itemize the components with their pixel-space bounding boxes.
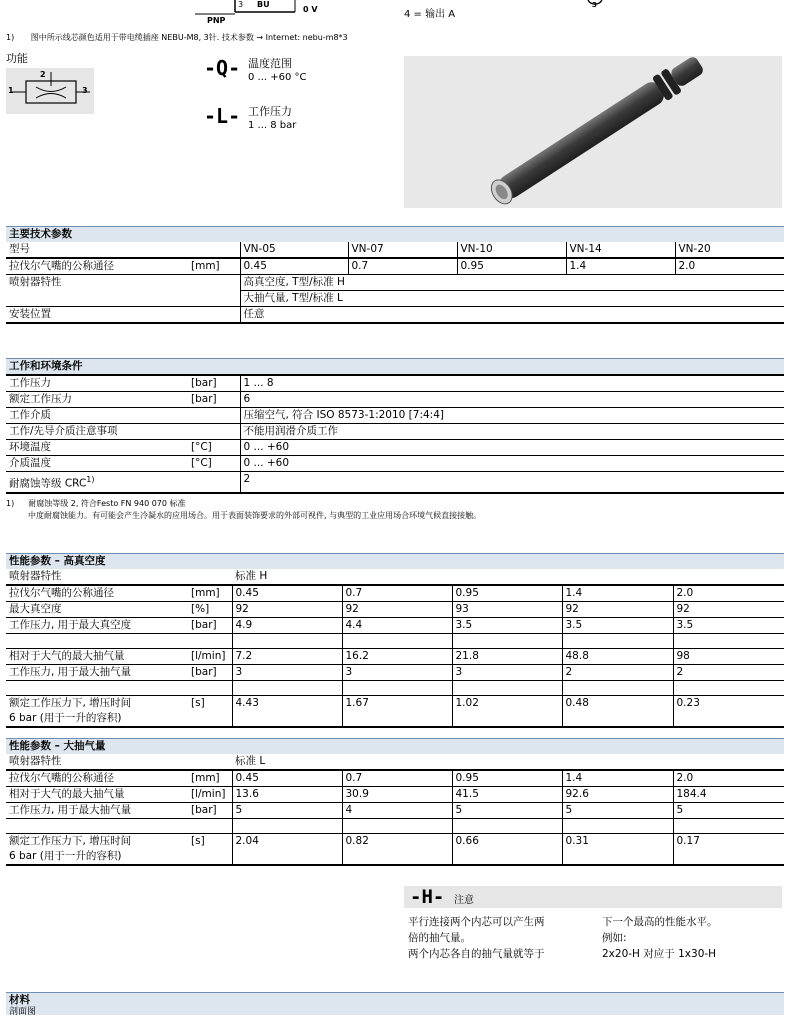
row-unit: [l/min] [188, 787, 232, 803]
row-unit: [bar] [188, 665, 232, 681]
note-line: 下一个最高的性能水平。 [602, 916, 718, 928]
cell: 0.45 [232, 585, 342, 602]
cell: 3 [452, 665, 562, 681]
cell: 3 [232, 665, 342, 681]
table-row [6, 392, 784, 408]
type-header: 型号 [6, 242, 240, 258]
cell: 1.4 [562, 585, 673, 602]
cell: 0.95 [452, 770, 562, 787]
table-row [6, 456, 784, 472]
row-label-2: 6 bar (用于一升的容积) [9, 712, 122, 724]
row-label: 喷射器特性 [6, 754, 232, 770]
table-row [6, 602, 784, 618]
cell: 93 [452, 602, 562, 618]
footnote-number: 1) [6, 33, 15, 42]
material-subtitle: 剖面图 [9, 1007, 37, 1017]
env-conditions-table [6, 358, 784, 494]
cell: 0 ... +60 [240, 440, 784, 456]
table-row [6, 585, 784, 602]
note-left-text [408, 914, 545, 962]
row-label: 拉伐尔气嘴的公称通径 [6, 770, 188, 787]
note-box [404, 886, 782, 966]
row-label: 喷射器特性 [6, 569, 232, 585]
cell: 92 [342, 602, 452, 618]
cell: 30.9 [342, 787, 452, 803]
row-label: 介质温度 [6, 456, 188, 472]
operating-pressure [204, 104, 296, 133]
cell: 0.95 [457, 258, 566, 275]
row-label: 相对于大气的最大抽气量 [6, 649, 188, 665]
row-label: 环境温度 [6, 440, 188, 456]
row-unit: [mm] [188, 770, 232, 787]
function-title: 功能 [6, 52, 28, 65]
cell: 21.8 [452, 649, 562, 665]
col-vn05: VN-05 [240, 242, 348, 258]
row-unit [188, 472, 240, 493]
row-unit [188, 424, 240, 440]
row-unit: [bar] [188, 803, 232, 819]
cell: 92 [673, 602, 784, 618]
cell: 压缩空气, 符合 ISO 8573-1:2010 [7:4:4] [240, 408, 784, 424]
row-unit: [bar] [188, 375, 240, 392]
temperature-range [204, 56, 307, 85]
note-line: 2x20-H 对应于 1x30-H [602, 948, 717, 960]
cell: 3.5 [562, 618, 673, 634]
cell: 0 ... +60 [240, 456, 784, 472]
table-row [6, 696, 784, 728]
table-row [6, 275, 784, 291]
footnote-text: 图中所示线芯颜色适用于带电缆插座 NEBU-M8, 3针. 技术参数 → Internet: nebu-m8*3 [30, 33, 348, 42]
cell: 4.43 [232, 696, 342, 728]
env-title: 工作和环境条件 [6, 359, 784, 376]
row-label: 最大真空度 [6, 602, 188, 618]
cell: 92 [232, 602, 342, 618]
row-label: 耐腐蚀等级 CRC [9, 477, 87, 490]
cell: 4.9 [232, 618, 342, 634]
row-label: 工作压力, 用于最大抽气量 [6, 665, 188, 681]
col-vn14: VN-14 [566, 242, 675, 258]
cell: 6 [240, 392, 784, 408]
cell: 0.7 [342, 585, 452, 602]
row-label: 相对于大气的最大抽气量 [6, 787, 188, 803]
port-2-label: 2 [40, 70, 46, 79]
row-label: 工作压力, 用于最大抽气量 [6, 803, 188, 819]
cell: 3.5 [452, 618, 562, 634]
footnote-ref: 1) [86, 475, 95, 484]
cell: 高真空度, T型/标准 H [240, 275, 784, 291]
vacuum-generator-image [404, 56, 782, 208]
temperature-label: 温度范围 [248, 57, 292, 70]
cell: 41.5 [452, 787, 562, 803]
cell: 1.4 [566, 258, 675, 275]
cell: 98 [673, 649, 784, 665]
table-row [6, 258, 784, 275]
table-row [6, 618, 784, 634]
zero-volt-label: 0 V [303, 5, 318, 14]
cell: 2.04 [232, 834, 342, 866]
note-line: 平行连接两个内芯可以产生两 [408, 916, 545, 928]
output-a-text: 4 = 输出 A [404, 9, 456, 20]
col-vn20: VN-20 [675, 242, 784, 258]
cell: 0.66 [452, 834, 562, 866]
row-label-2: 6 bar (用于一升的容积) [9, 850, 122, 862]
port-3-label: 3 [82, 86, 88, 95]
port-1-label: 1 [8, 86, 14, 95]
product-photo [404, 56, 782, 208]
footnote-top [6, 32, 348, 43]
cell: 184.4 [673, 787, 784, 803]
row-unit: [°C] [188, 440, 240, 456]
cell: 标准 H [232, 569, 784, 585]
cell: 0.48 [562, 696, 673, 728]
cell: 2 [562, 665, 673, 681]
cell: 16.2 [342, 649, 452, 665]
cell: 3.5 [673, 618, 784, 634]
cell: 5 [232, 803, 342, 819]
pressure-label: 工作压力 [248, 105, 292, 118]
pressure-icon: -L- [204, 104, 241, 128]
performance-high-vacuum-table [6, 553, 784, 728]
cell: 4 [342, 803, 452, 819]
cell: 0.23 [673, 696, 784, 728]
material-section [6, 992, 784, 1015]
function-symbol [6, 68, 94, 114]
row-label: 喷射器特性 [6, 275, 240, 307]
note-line: 倍的抽气量。 [408, 932, 471, 944]
cell: 0.7 [348, 258, 457, 275]
col-vn10: VN-10 [457, 242, 566, 258]
cell: 大抽气量, T型/标准 L [240, 291, 784, 307]
cell: 1.4 [562, 770, 673, 787]
perf-h-title: 性能参数 – 高真空度 [6, 554, 784, 570]
cell: 0.95 [452, 585, 562, 602]
col-vn07: VN-07 [348, 242, 457, 258]
cell: 1 ... 8 [240, 375, 784, 392]
row-label: 工作压力 [6, 375, 188, 392]
row-unit: [mm] [188, 585, 232, 602]
row-label: 工作/先导介质注意事项 [6, 424, 188, 440]
cell: 5 [673, 803, 784, 819]
cell: 0.82 [342, 834, 452, 866]
note-right-text [602, 914, 718, 962]
pressure-value: 1 ... 8 bar [248, 120, 297, 131]
cell: 不能用润滑介质工作 [240, 424, 784, 440]
cell: 0.17 [673, 834, 784, 866]
table-row [6, 649, 784, 665]
row-unit: [l/min] [188, 649, 232, 665]
bu-label: BU [257, 0, 270, 9]
table-row [6, 770, 784, 787]
table-row [6, 787, 784, 803]
cell: 0.7 [342, 770, 452, 787]
row-unit: [mm] [188, 258, 240, 275]
table-row [6, 440, 784, 456]
footnote-line-2: 中度耐腐蚀能力。有可能会产生冷凝水的应用场合。用于表面装饰要求的外部可视件, 与典型的工业应用场合环境气候直接接触。 [28, 511, 482, 520]
circle-label: 3 [592, 1, 597, 9]
cell: 7.2 [232, 649, 342, 665]
row-label: 拉伐尔气嘴的公称通径 [6, 258, 188, 275]
cell: 92.6 [562, 787, 673, 803]
connector-circle-icon [586, 0, 604, 12]
cell: 2 [240, 472, 784, 493]
ejector-symbol-icon [6, 68, 94, 114]
cell: 2.0 [675, 258, 784, 275]
footnote-number: 1) [6, 499, 15, 508]
table-row [6, 834, 784, 866]
table-row [6, 408, 784, 424]
table-row [6, 665, 784, 681]
row-unit: [%] [188, 602, 232, 618]
pnp-label: PNP [207, 16, 226, 25]
cell: 1.67 [342, 696, 452, 728]
footnote-line-1: 耐腐蚀等级 2, 符合Festo FN 940 070 标准 [28, 499, 186, 508]
cell: 0.45 [240, 258, 348, 275]
main-params-table [6, 226, 784, 324]
temperature-value: 0 ... +60 °C [248, 72, 307, 83]
row-unit: [s] [188, 834, 232, 866]
row-label: 额定工作压力下, 增压时间 [9, 835, 132, 847]
table-row [6, 803, 784, 819]
cell: 2.0 [673, 585, 784, 602]
row-label: 工作介质 [6, 408, 188, 424]
row-unit: [bar] [188, 392, 240, 408]
row-label: 额定工作压力 [6, 392, 188, 408]
table-row [6, 424, 784, 440]
temperature-icon: -Q- [204, 56, 241, 80]
wiring-diagram-fragment [195, 0, 335, 28]
table-row [6, 375, 784, 392]
row-label: 安装位置 [6, 307, 240, 324]
pin-3-label: 3 [238, 0, 244, 9]
row-unit [188, 408, 240, 424]
cell: 2 [673, 665, 784, 681]
table-row [6, 307, 784, 324]
cell: 92 [562, 602, 673, 618]
cell: 5 [562, 803, 673, 819]
note-icon: -H- [410, 886, 445, 908]
cell: 2.0 [673, 770, 784, 787]
row-label: 工作压力, 用于最大真空度 [6, 618, 188, 634]
performance-high-flow-table [6, 738, 784, 866]
table-row [6, 472, 784, 493]
cell: 3 [342, 665, 452, 681]
row-label: 额定工作压力下, 增压时间 [9, 697, 132, 709]
note-line: 两个内芯各自的抽气量就等于 [408, 948, 545, 960]
cell: 48.8 [562, 649, 673, 665]
note-header [404, 886, 782, 908]
perf-l-title: 性能参数 – 大抽气量 [6, 739, 784, 755]
main-params-title: 主要技术参数 [6, 227, 784, 243]
cell: 13.6 [232, 787, 342, 803]
note-title: 注意 [454, 895, 474, 906]
cell: 0.45 [232, 770, 342, 787]
cell: 5 [452, 803, 562, 819]
cell: 1.02 [452, 696, 562, 728]
cell: 任意 [240, 307, 784, 324]
corrosion-footnote [6, 498, 481, 522]
cell: 标准 L [232, 754, 784, 770]
row-label: 拉伐尔气嘴的公称通径 [6, 585, 188, 602]
row-unit: [bar] [188, 618, 232, 634]
cell: 4.4 [342, 618, 452, 634]
cell: 0.31 [562, 834, 673, 866]
row-unit: [°C] [188, 456, 240, 472]
note-line: 例如: [602, 932, 627, 944]
material-title: 材料 [9, 994, 30, 1006]
row-unit: [s] [188, 696, 232, 728]
